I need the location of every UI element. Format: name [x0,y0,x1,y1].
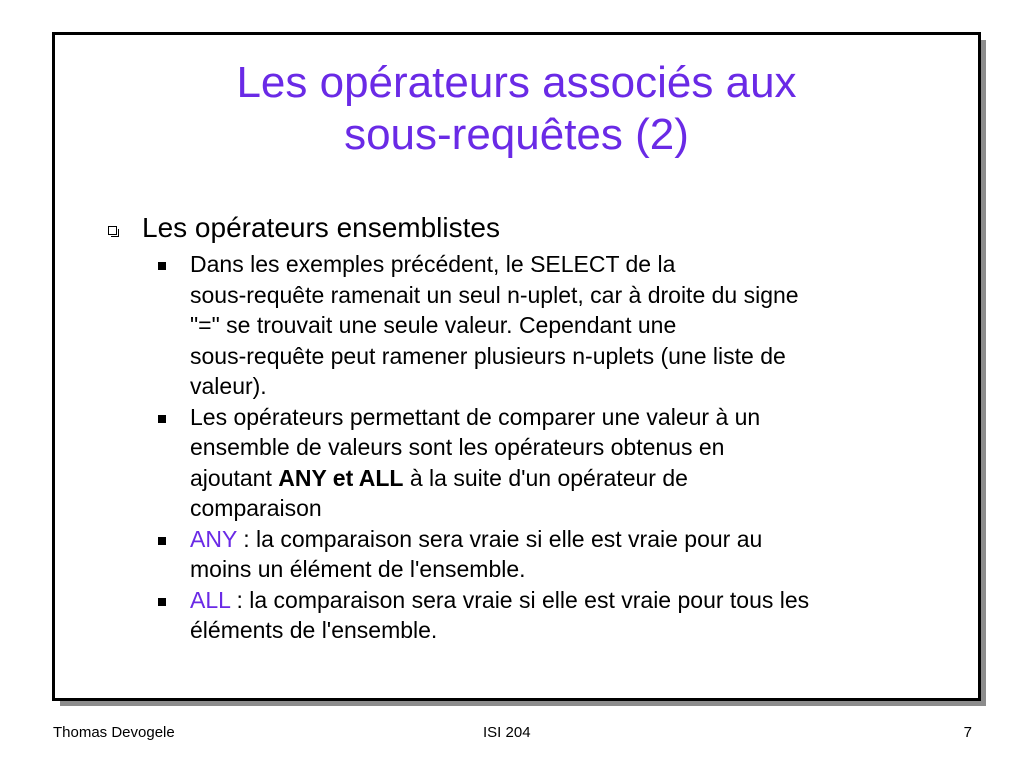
bullet-1-line-4: sous-requête peut ramener plusieurs n-uplets (une liste de [190,342,786,369]
filled-square-bullet-icon [158,262,166,270]
title-line-2: sous-requêtes (2) [344,110,689,159]
bullet-2-line-3 [190,463,957,494]
filled-square-bullet-icon [158,415,166,423]
title-line-1: Les opérateurs associés aux [236,58,797,107]
bullet-1-line-5: valeur). [190,373,267,399]
bullet-list [157,249,957,646]
filled-square-bullet-icon [158,537,166,545]
bullet-3-line-1-rest: : la comparaison sera vraie si elle est vraie pour au [236,525,763,552]
bullet-3-line-1 [190,524,957,555]
footer-author: Thomas Devogele [53,724,175,741]
footer-course: ISI 204 [483,724,531,741]
bullet-1-line-2: sous-requête ramenait un seul n-uplet, car à droite du signe [190,281,799,308]
slide-frame [52,32,981,701]
bullet-2-line-1: Les opérateurs permettant de comparer une valeur à un [190,403,761,430]
bullet-item-1 [157,249,957,402]
bullet-2-line-4: comparaison [190,495,322,521]
slide-title [55,57,978,161]
bullet-4-line-2: éléments de l'ensemble. [190,617,438,643]
any-keyword: ANY [190,525,237,552]
bullet-3-line-2: moins un élément de l'ensemble. [190,556,526,582]
all-keyword: ALL [190,586,231,613]
filled-square-bullet-icon [158,598,166,606]
bullet-item-4 [157,585,957,646]
bullet-4-line-1 [190,585,957,616]
bullet-2-line-3-suffix: à la suite d'un opérateur de [403,464,688,491]
any-all-keywords: ANY et ALL [278,464,404,491]
bullet-2-line-3-prefix: ajoutant [190,464,279,491]
bullet-1-line-3: "=" se trouvait une seule valeur. Cependant une [190,312,677,338]
footer-page-number: 7 [963,724,972,741]
level1-bullet [108,211,500,245]
bullet-1-line-1: Dans les exemples précédent, le SELECT de la [190,251,676,277]
hollow-square-bullet-icon [108,226,117,235]
bullet-item-3 [157,524,957,585]
bullet-4-line-1-rest: : la comparaison sera vraie si elle est vraie pour tous les [230,586,810,613]
bullet-item-2 [157,402,957,524]
level1-bullet-text: Les opérateurs ensemblistes [142,212,500,243]
bullet-2-line-2: ensemble de valeurs sont les opérateurs obtenus en [190,434,725,460]
